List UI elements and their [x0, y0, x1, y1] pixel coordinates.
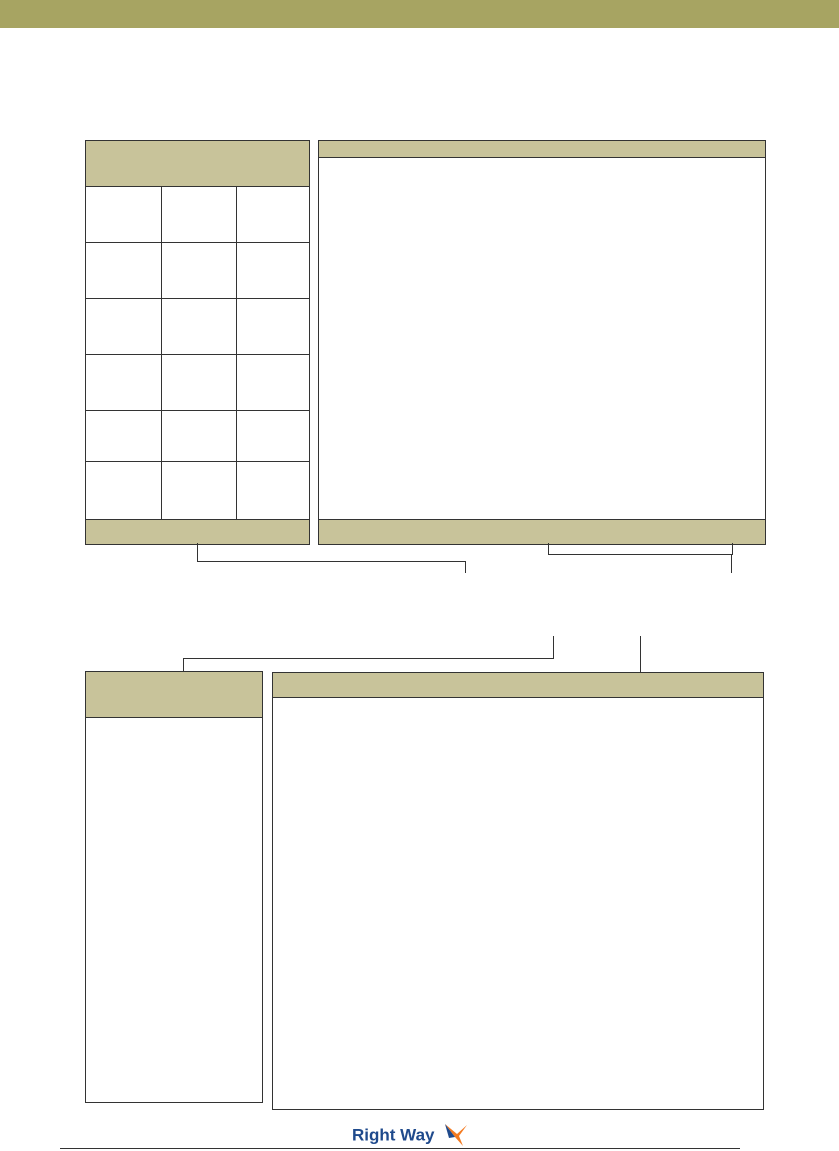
connector-line — [548, 543, 733, 555]
shape-panel-header — [86, 141, 309, 187]
connector-line — [553, 636, 554, 658]
brand-mark-icon — [443, 1122, 469, 1146]
footer-rule — [60, 1148, 740, 1149]
brand-logo — [352, 1124, 469, 1148]
grid-line — [86, 410, 309, 411]
grid-line — [86, 461, 309, 462]
shape-panel-footer — [86, 519, 309, 544]
connector-line — [197, 543, 466, 562]
insert-type-panel — [318, 140, 766, 545]
connector-line — [183, 658, 554, 672]
tolerance-panel — [272, 672, 764, 1110]
top-banner — [0, 0, 839, 28]
connector-line — [465, 561, 466, 573]
tolerance-panel-header — [273, 673, 763, 698]
type-panel-footer — [319, 519, 765, 544]
clearance-panel-header — [86, 672, 262, 718]
type-panel-header — [319, 141, 765, 158]
insert-shape-panel — [85, 140, 310, 545]
grid-line — [86, 354, 309, 355]
brand-name: Right Way — [352, 1125, 435, 1145]
connector-line — [731, 554, 732, 573]
grid-line — [86, 242, 309, 243]
clearance-angle-panel — [85, 671, 263, 1103]
grid-line — [236, 186, 237, 520]
grid-line — [86, 298, 309, 299]
grid-line — [161, 186, 162, 520]
connector-line — [640, 636, 641, 672]
